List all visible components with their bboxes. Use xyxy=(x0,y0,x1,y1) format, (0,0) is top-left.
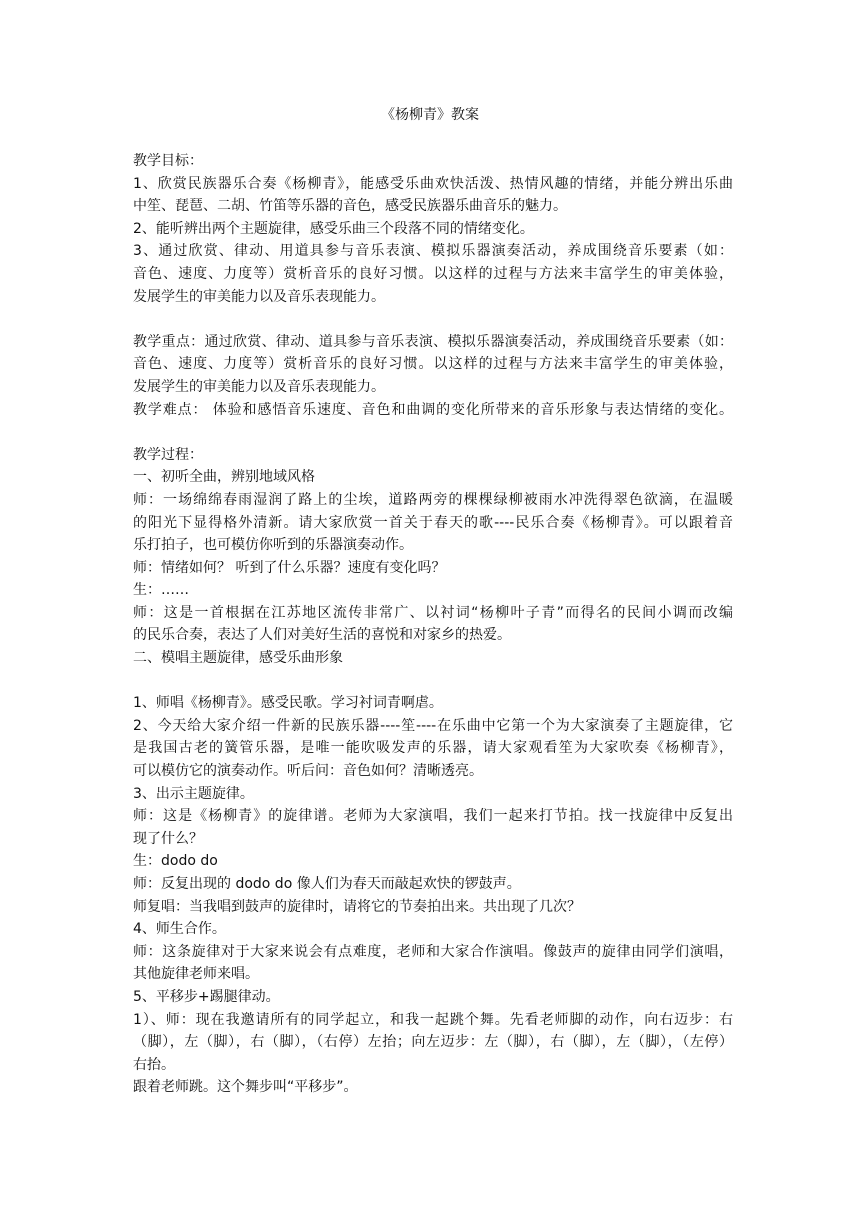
text-line: 2、能听辨出两个主题旋律，感受乐曲三个段落不同的情绪变化。 xyxy=(133,220,534,237)
text-line: 发展学生的审美能力以及音乐表现能力。 xyxy=(133,288,385,305)
text-line: 乐打拍子，也可模仿你听到的乐器演奏动作。 xyxy=(133,537,413,554)
text-line: 3、通过欣赏、律动、用道具参与音乐表演、模拟乐器演奏活动，养成围绕音乐要素（如： xyxy=(133,243,733,260)
text-line: 可以模仿它的演奏动作。听后问：音色如何？清晰透亮。 xyxy=(133,763,483,780)
document-body xyxy=(133,150,733,1099)
blank-line xyxy=(133,308,733,331)
text-line: 生：dodo do xyxy=(133,853,218,870)
text-line: 师：情绪如何？ 听到了什么乐器？速度有变化吗？ xyxy=(133,559,446,576)
text-line: 5、平移步+踢腿律动。 xyxy=(133,988,280,1005)
text-line: 二、模唱主题旋律，感受乐曲形象 xyxy=(133,650,343,667)
text-line: 师复唱：当我唱到鼓声的旋律时，请将它的节奏拍出来。共出现了几次？ xyxy=(133,898,581,915)
text-line: 1）、师：现在我邀请所有的同学起立，和我一起跳个舞。先看老师脚的动作，向右迈步：右 xyxy=(133,1011,733,1028)
document-title: 《杨柳青》教案 xyxy=(381,107,479,123)
text-line: 音色、速度、力度等）赏析音乐的良好习惯。以这样的过程与方法来丰富学生的审美体验， xyxy=(133,356,733,373)
text-line: 其他旋律老师来唱。 xyxy=(133,966,259,983)
text-line: 师：这是一首根据在江苏地区流传非常广、以衬词“杨柳叶子青”而得名的民间小调而改编 xyxy=(133,604,733,621)
text-line: 教学难点： 体验和感悟音乐速度、音色和曲调的变化所带来的音乐形象与表达情绪的变化。 xyxy=(133,401,733,418)
text-line: 1、师唱《杨柳青》。感受民歌。学习衬词青啊虐。 xyxy=(133,695,443,712)
text-line: （脚），左（脚），右（脚），（右停）左抬；向左迈步：左（脚），右（脚），左（脚），（左停） xyxy=(133,1034,733,1051)
blank-line xyxy=(133,670,733,693)
text-line: 1、欣赏民族器乐合奏《杨柳青》，能感受乐曲欢快活泼、热情风趣的情绪，并能分辨出乐曲 xyxy=(133,175,733,192)
text-line: 跟着老师跳。这个舞步叫“平移步”。 xyxy=(133,1079,358,1096)
text-line: 是我国古老的簧管乐器，是唯一能吹吸发声的乐器，请大家观看笙为大家吹奏《杨柳青》， xyxy=(133,740,733,757)
text-line: 师：反复出现的 dodo do 像人们为春天而敲起欢快的锣鼓声。 xyxy=(133,876,521,892)
text-line: 生：…… xyxy=(133,582,189,599)
text-line: 音色、速度、力度等）赏析音乐的良好习惯。以这样的过程与方法来丰富学生的审美体验， xyxy=(133,265,733,282)
text-line: 师：一场绵绵春雨湿润了路上的尘埃，道路两旁的棵棵绿柳被雨水冲洗得翠色欲滴，在温暖 xyxy=(133,491,733,508)
text-line: 发展学生的审美能力以及音乐表现能力。 xyxy=(133,378,385,395)
text-line: 教学目标： xyxy=(133,153,203,169)
text-line: 教学重点：通过欣赏、律动、道具参与音乐表演、模拟乐器演奏活动，养成围绕音乐要素（如： xyxy=(133,333,733,350)
text-line: 的民乐合奏，表达了人们对美好生活的喜悦和对家乡的热爱。 xyxy=(133,627,511,644)
text-line: 4、师生合作。 xyxy=(133,921,226,938)
text-line: 中笙、琵琶、二胡、竹笛等乐器的音色，感受民族器乐曲音乐的魅力。 xyxy=(133,198,567,215)
text-line: 师：这是《杨柳青》的旋律谱。老师为大家演唱，我们一起来打节拍。找一找旋律中反复出 xyxy=(133,808,733,825)
text-line: 3、出示主题旋律。 xyxy=(133,785,254,802)
text-line: 现了什么？ xyxy=(133,830,203,847)
text-line: 2、今天给大家介绍一件新的民族乐器----笙----在乐曲中它第一个为大家演奏了主题旋律，它 xyxy=(133,717,733,734)
text-line: 教学过程： xyxy=(133,446,203,463)
text-line: 一、初听全曲，辨别地域风格 xyxy=(133,469,315,486)
text-line: 右抬。 xyxy=(133,1056,175,1073)
blank-line xyxy=(133,421,733,444)
text-line: 的阳光下显得格外清新。请大家欣赏一首关于春天的歌----民乐合奏《杨柳青》。可以跟着音 xyxy=(133,514,733,531)
text-line: 师：这条旋律对于大家来说会有点难度，老师和大家合作演唱。像鼓声的旋律由同学们演唱， xyxy=(133,943,733,960)
